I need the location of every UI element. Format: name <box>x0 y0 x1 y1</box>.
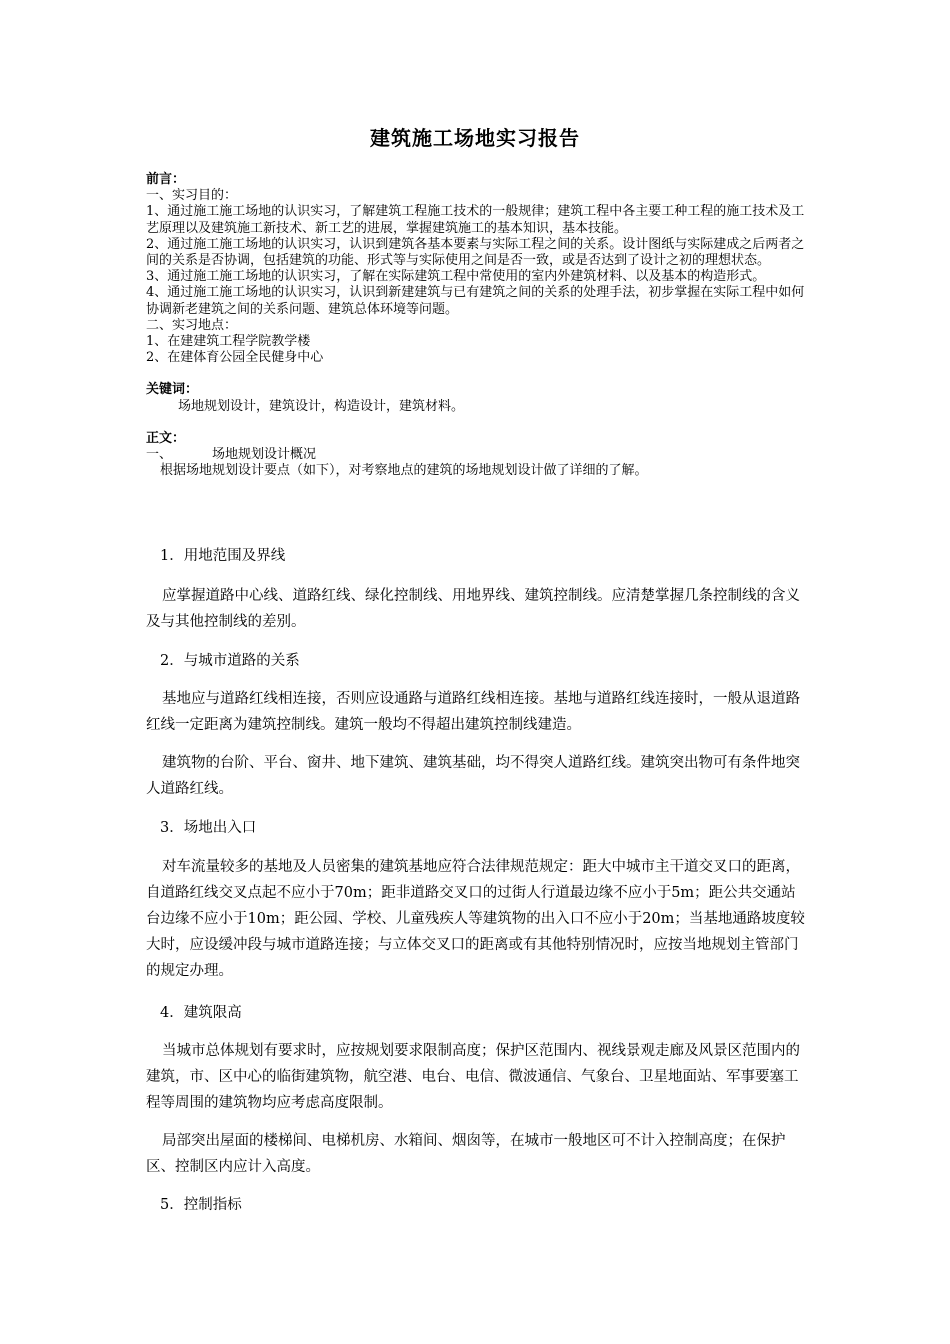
document-title: 建筑施工场地实习报告 <box>370 126 580 150</box>
item-paragraph: 建筑物的台阶、平台、窗井、地下建筑、建筑基础，均不得突人道路红线。建筑突出物可有条件地突人道路红线。 <box>146 755 800 797</box>
keywords-text: 场地规划设计，建筑设计，构造设计，建筑材料。 <box>178 398 465 414</box>
preface-line: 一、实习目的： <box>146 188 238 204</box>
item-paragraph: 局部突出屋面的楼梯间、电梯机房、水箱间、烟囱等，在城市一般地区可不计入控制高度；在保护区、控制区内应计入高度。 <box>146 1133 786 1175</box>
section-intro: 根据场地规划设计要点（如下），对考察地点的建筑的场地规划设计做了详细的了解。 <box>160 463 648 479</box>
item-paragraph: 当城市总体规划有要求时，应按规划要求限制高度；保护区范围内、视线景观走廊及风景区范围内的建筑，市、区中心的临街建筑物，航空港、电台、电信、微波通信、气象台、卫星地面站、军事要塞工程等周围的建筑物均应考虑高度限制。 <box>146 1043 800 1111</box>
preface-line: 1、通过施工施工场地的认识实习，了解建筑工程施工技术的一般规律；建筑工程中各主要工种工程的施工技术及工艺原理以及建筑施工新技术、新工艺的进展，掌握建筑施工的基本知识，基本技能。 <box>146 204 805 236</box>
item-heading-5: 5．控制指标 <box>160 1197 242 1213</box>
preface-line: 二、实习地点： <box>146 317 238 333</box>
keywords-heading: 关键词： <box>146 382 199 398</box>
item-heading-4: 4．建筑限高 <box>160 1005 242 1021</box>
preface-line: 2、通过施工施工场地的认识实习，认识到建筑各基本要素与实际工程之间的关系。设计图纸与实际建成之后两者之间的关系是否协调，包括建筑的功能、形式等与实际使用之间是否一致，或是否达到了设计之初的理想状态。 <box>146 236 805 269</box>
section-number: 一、 <box>146 447 173 463</box>
preface-line: 2、在建体育公园全民健身中心 <box>146 350 324 366</box>
section-heading <box>146 447 810 463</box>
item-heading-1: 1．用地范围及界线 <box>160 548 286 564</box>
section-title: 场地规划设计概况 <box>212 447 317 463</box>
preface-line: 1、在建建筑工程学院教学楼 <box>146 334 311 350</box>
preface-line: 3、通过施工施工场地的认识实习，了解在实际建筑工程中常使用的室内外建筑材料、以及基本的构造形式。 <box>146 269 766 285</box>
preface-section <box>146 172 810 479</box>
item-paragraph: 对车流量较多的基地及人员密集的建筑基地应符合法律规范规定：距大中城市主干道交叉口的距离，自道路红线交叉点起不应小于70m；距非道路交叉口的过街人行道最边缘不应小于5m；距公共交通站台边缘不应小于10m；距公园、学校、儿童残疾人等建筑物的出入口不应小于20m；当基地通路坡度较大时，应设缓冲段与城市道路连接；与立体交叉口的距离或有其他特别情况时，应按当地规划主管部门的规定办理。 <box>146 859 805 979</box>
item-heading-3: 3．场地出入口 <box>160 820 257 836</box>
preface-heading: 前言： <box>146 172 186 187</box>
main-heading: 正文： <box>146 430 186 446</box>
preface-line: 4、通过施工施工场地的认识实习，认识到新建建筑与已有建筑之间的关系的处理手法，初步掌握在实际工程中如何协调新老建筑之间的关系问题、建筑总体环境等问题。 <box>146 285 805 317</box>
item-heading-2: 2．与城市道路的关系 <box>160 653 300 669</box>
item-paragraph: 应掌握道路中心线、道路红线、绿化控制线、用地界线、建筑控制线。应清楚掌握几条控制线的含义及与其他控制线的差别。 <box>146 588 800 630</box>
item-paragraph: 基地应与道路红线相连接，否则应设通路与道路红线相连接。基地与道路红线连接时，一般从退道路红线一定距离为建筑控制线。建筑一般均不得超出建筑控制线建造。 <box>146 691 800 733</box>
